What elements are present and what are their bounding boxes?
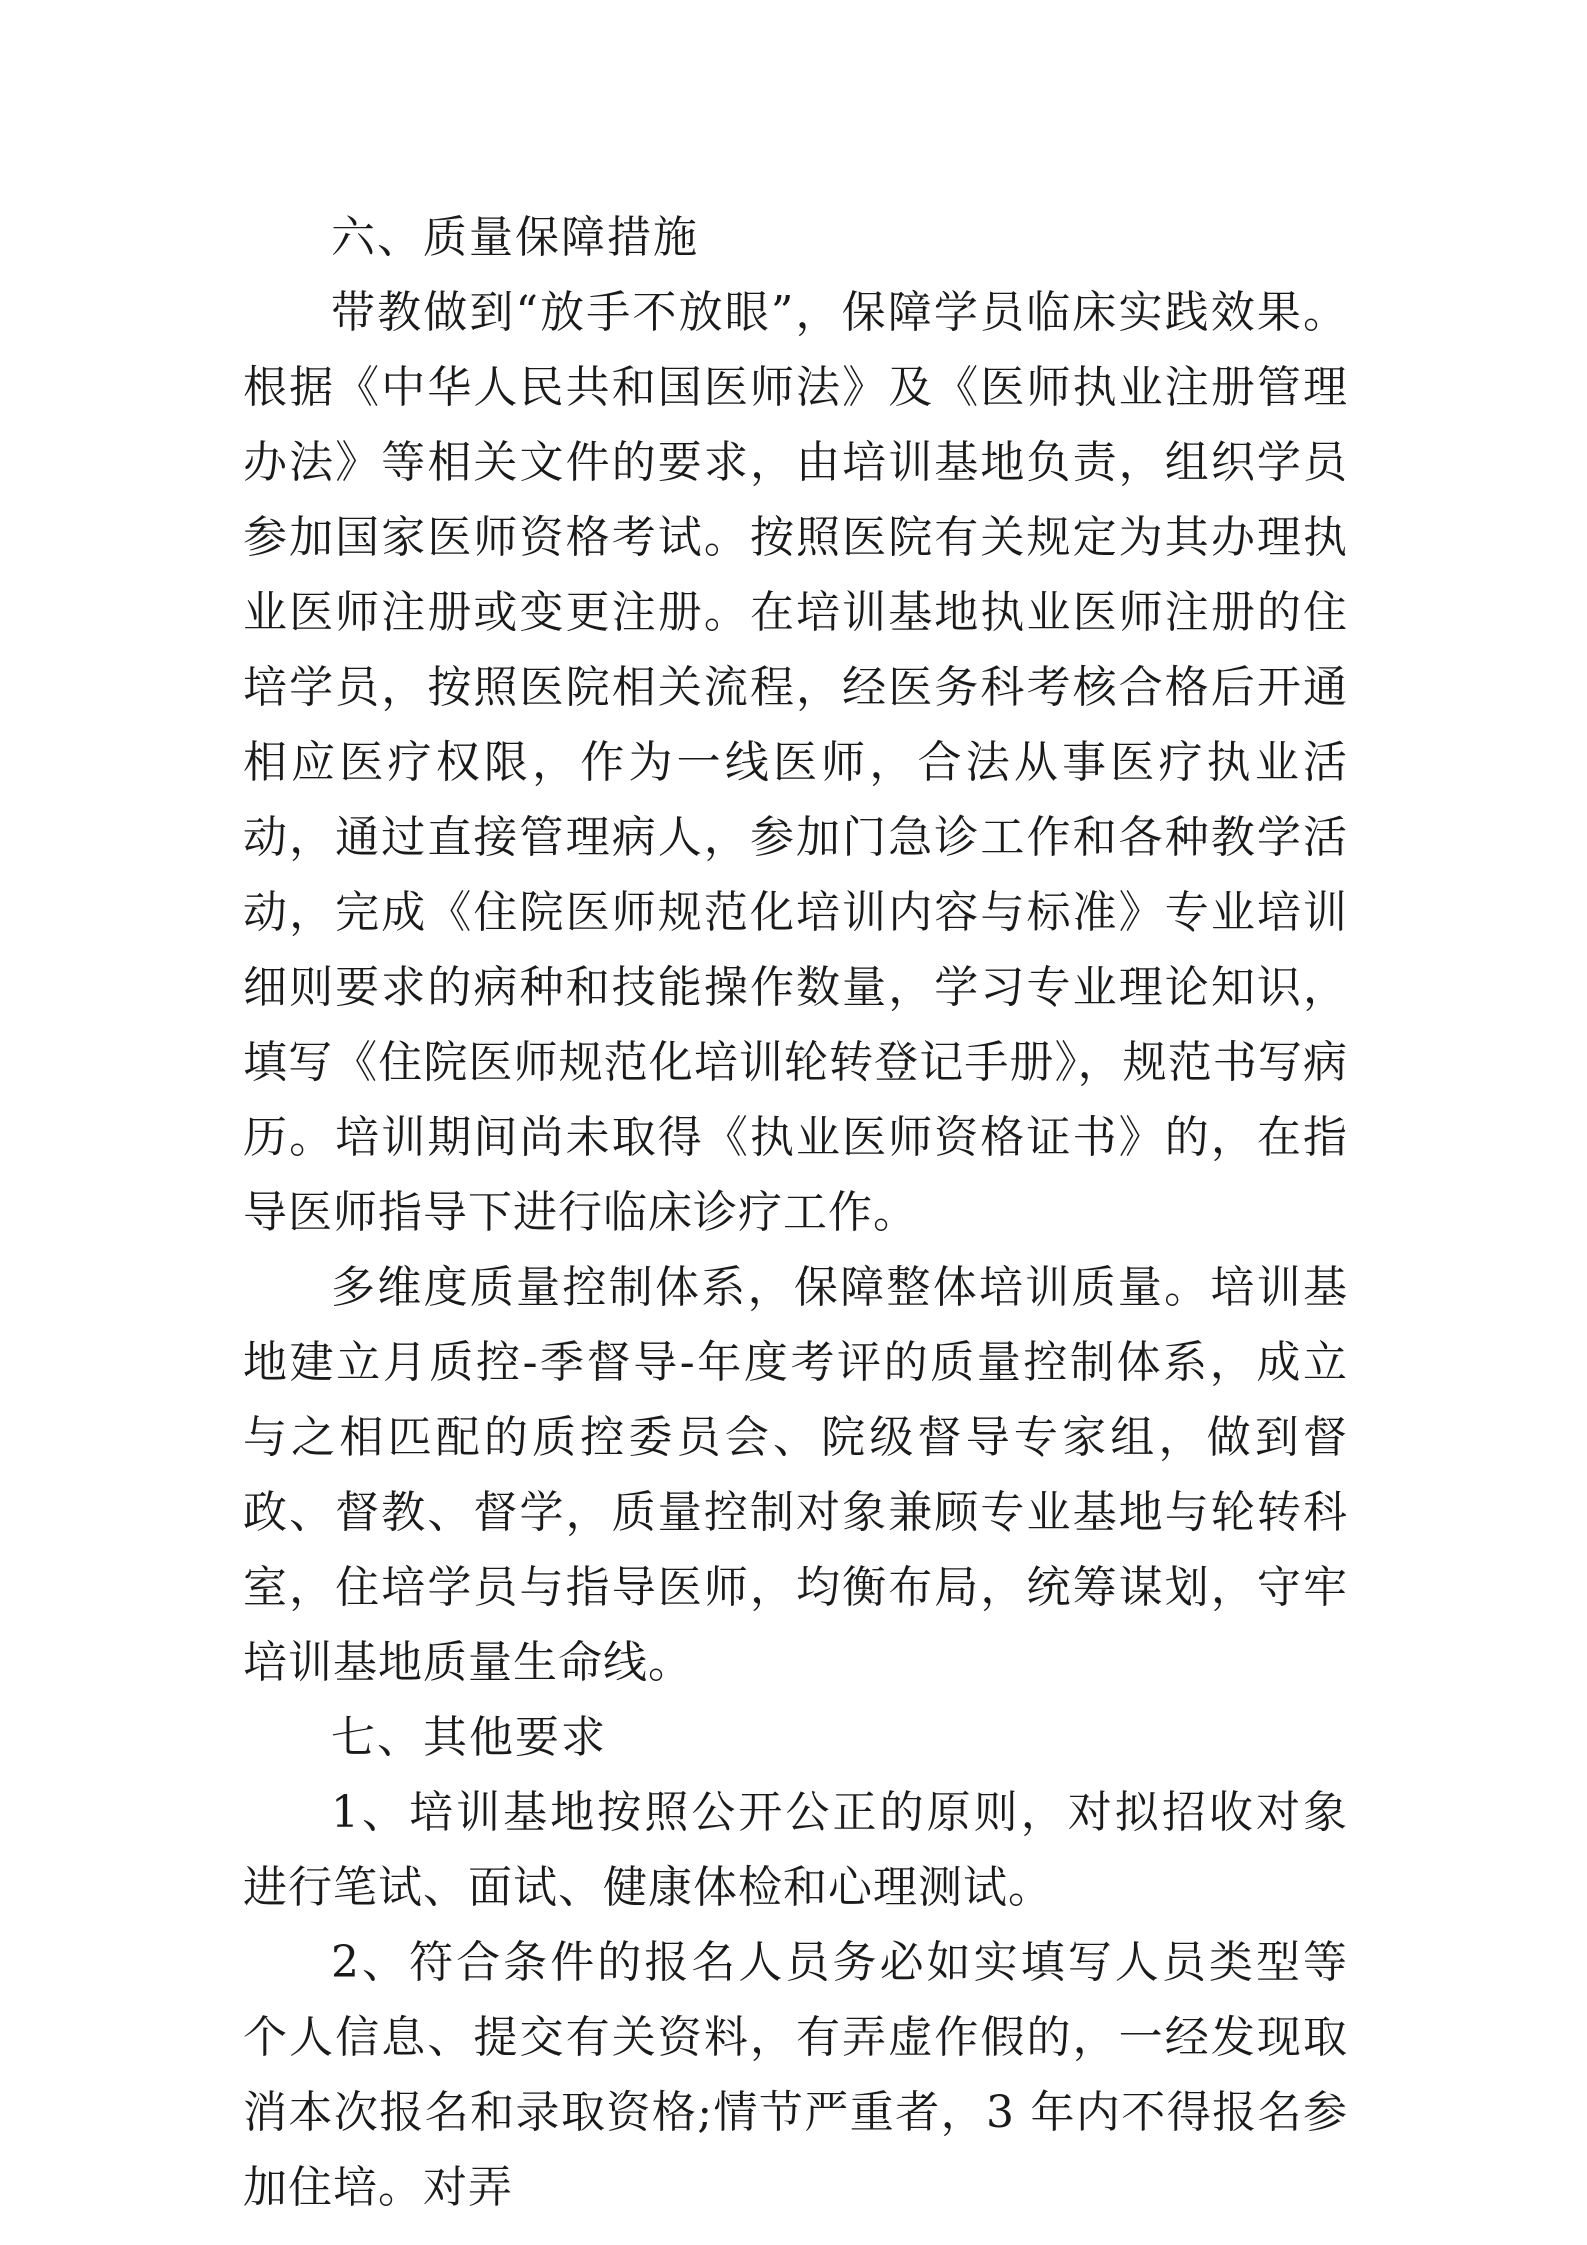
document-body xyxy=(243,200,1348,2225)
section-quality-assurance xyxy=(243,200,1348,1700)
paragraph: 带教做到“放手不放眼”，保障学员临床实践效果。根据《中华人民共和国医师法》及《医师执业注册管理办法》等相关文件的要求，由培训基地负责，组织学员参加国家医师资格考试。按照医院有关规定为其办理执业医师注册或变更注册。在培训基地执业医师注册的住培学员，按照医院相关流程，经医务科考核合格后开通相应医疗权限，作为一线医师，合法从事医疗执业活动，通过直接管理病人，参加门急诊工作和各种教学活动，完成《住院医师规范化培训内容与标准》专业培训细则要求的病种和技能操作数量，学习专业理论知识，填写《住院医师规范化培训轮转登记手册》，规范书写病历。培训期间尚未取得《执业医师资格证书》的，在指导医师指导下进行临床诊疗工作。 xyxy=(243,287,1348,1238)
paragraph: 多维度质量控制体系，保障整体培训质量。培训基地建立月质控-季督导-年度考评的质量控制体系，成立与之相匹配的质控委员会、院级督导专家组，做到督政、督教、督学，质量控制对象兼顾专业基地与轮转科室，住培学员与指导医师，均衡布局，统筹谋划，守牢培训基地质量生命线。 xyxy=(243,1262,1348,1688)
paragraph: 2、符合条件的报名人员务必如实填写人员类型等个人信息、提交有关资料，有弄虚作假的，一经发现取消本次报名和录取资格;情节严重者，3 年内不得报名参加住培。对弄 xyxy=(243,1937,1348,2213)
section-other-requirements xyxy=(243,1700,1348,2225)
section-heading: 七、其他要求 xyxy=(331,1712,607,1763)
section-heading: 六、质量保障措施 xyxy=(331,212,699,263)
paragraph: 1、培训基地按照公开公正的原则，对拟招收对象进行笔试、面试、健康体检和心理测试。 xyxy=(243,1787,1348,1913)
